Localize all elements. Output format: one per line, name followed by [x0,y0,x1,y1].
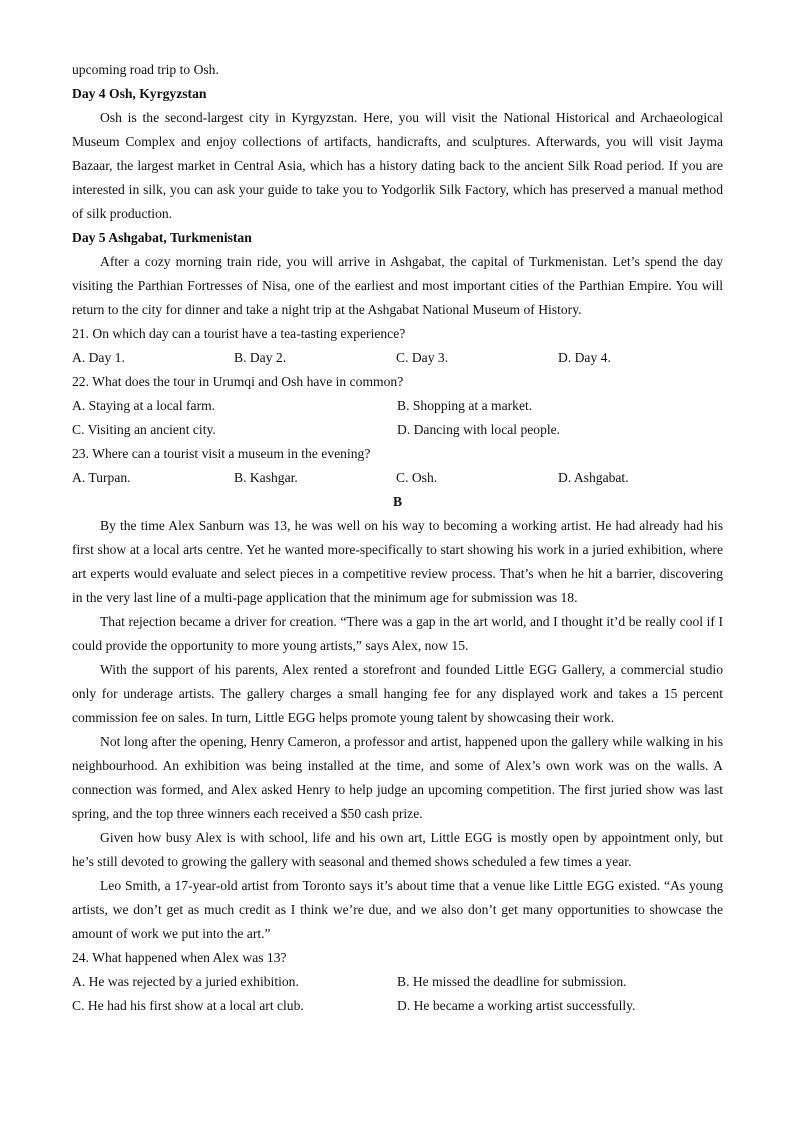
question-22-option-b[interactable]: B. Shopping at a market. [397,398,533,413]
question-24-option-d[interactable]: D. He became a working artist successfully. [397,998,636,1013]
question-24-option-b[interactable]: B. He missed the deadline for submission. [397,974,627,989]
passage-b-paragraph-2: That rejection became a driver for creation. “There was a gap in the art world, and I thought it’d be really cool if I could provide the opportunity to more young artists,” says Alex, now 15. [72,614,723,653]
question-21-option-c[interactable]: C. Day 3. [396,350,449,365]
question-24-options-row1 [72,970,723,994]
question-21-stem: 21. On which day can a tourist have a tea-tasting experience? [72,326,406,341]
question-24-option-a[interactable]: A. He was rejected by a juried exhibition. [72,974,299,989]
question-21-options [72,346,723,370]
question-22-option-c[interactable]: C. Visiting an ancient city. [72,422,216,437]
day5-text: After a cozy morning train ride, you will arrive in Ashgabat, the capital of Turkmenistan. Let’s spend the day visiting the Parthian Fortresses of Nisa, one of the earliest and most important cities of the Parthian Empire. You will return to the city for dinner and take a night trip at the Ashgabat National Museum of History. [72,254,723,317]
day4-heading: Day 4 Osh, Kyrgyzstan [72,86,207,101]
question-23-option-c[interactable]: C. Osh. [396,470,438,485]
passage-b-paragraph-3: With the support of his parents, Alex rented a storefront and founded Little EGG Gallery, a commercial studio only for underage artists. The gallery charges a small hanging fee for any displayed work and takes a 15 percent commission fee on sales. In turn, Little EGG helps promote young talent by showcasing their work. [72,662,723,725]
passage-b-paragraph-5: Given how busy Alex is with school, life and his own art, Little EGG is mostly open by appointment only, but he’s still devoted to growing the gallery with seasonal and themed shows scheduled a few times a year. [72,830,723,869]
question-22-stem: 22. What does the tour in Urumqi and Osh have in common? [72,374,404,389]
passage-b-paragraph-6: Leo Smith, a 17-year-old artist from Toronto says it’s about time that a venue like Little EGG existed. “As young artists, we don’t get as much credit as I think we’re due, and we also don’t get many opportunities to showcase the amount of work we put into the art.” [72,878,723,941]
question-22-options-row2 [72,418,723,442]
question-22-option-d[interactable]: D. Dancing with local people. [397,422,561,437]
question-24-option-c[interactable]: C. He had his first show at a local art club. [72,998,304,1013]
question-21-option-b[interactable]: B. Day 2. [234,350,287,365]
question-23-stem: 23. Where can a tourist visit a museum in the evening? [72,446,371,461]
intro-tail: upcoming road trip to Osh. [72,62,219,77]
question-23-options [72,466,723,490]
passage-b-paragraph-4: Not long after the opening, Henry Cameron, a professor and artist, happened upon the gallery while walking in his neighbourhood. An exhibition was being installed at the time, and some of Alex’s own work was on the walls. A connection was formed, and Alex asked Henry to help judge an upcoming competition. The first juried show was last spring, and the top three winners each received a $50 cash prize. [72,734,723,821]
day5-heading: Day 5 Ashgabat, Turkmenistan [72,230,252,245]
question-22-option-a[interactable]: A. Staying at a local farm. [72,398,216,413]
question-24-stem: 24. What happened when Alex was 13? [72,950,287,965]
question-21-option-a[interactable]: A. Day 1. [72,350,125,365]
question-23-option-d[interactable]: D. Ashgabat. [558,470,629,485]
question-21-option-d[interactable]: D. Day 4. [558,350,611,365]
section-b-heading: B [392,494,403,509]
exam-page [72,58,723,1018]
passage-b-paragraph-1: By the time Alex Sanburn was 13, he was well on his way to becoming a working artist. He had already had his first show at a local arts centre. Yet he wanted more-specifically to start showing his work in a juried exhibition, where art experts would evaluate and select pieces in a competitive review process. That’s when he hit a barrier, discovering in the very last line of a multi-page application that the minimum age for submission was 18. [72,518,723,605]
question-22-options-row1 [72,394,723,418]
question-24-options-row2 [72,994,723,1018]
question-23-option-b[interactable]: B. Kashgar. [234,470,298,485]
question-23-option-a[interactable]: A. Turpan. [72,470,131,485]
day4-text: Osh is the second-largest city in Kyrgyzstan. Here, you will visit the National Historical and Archaeological Museum Complex and enjoy collections of artifacts, handicrafts, and sculptures. Afterwards, you will visit Jayma Bazaar, the largest market in Central Asia, which has a history dating back to the ancient Silk Road period. If you are interested in silk, you can ask your guide to take you to Yodgorlik Silk Factory, which has preserved a manual method of silk production. [72,110,723,221]
